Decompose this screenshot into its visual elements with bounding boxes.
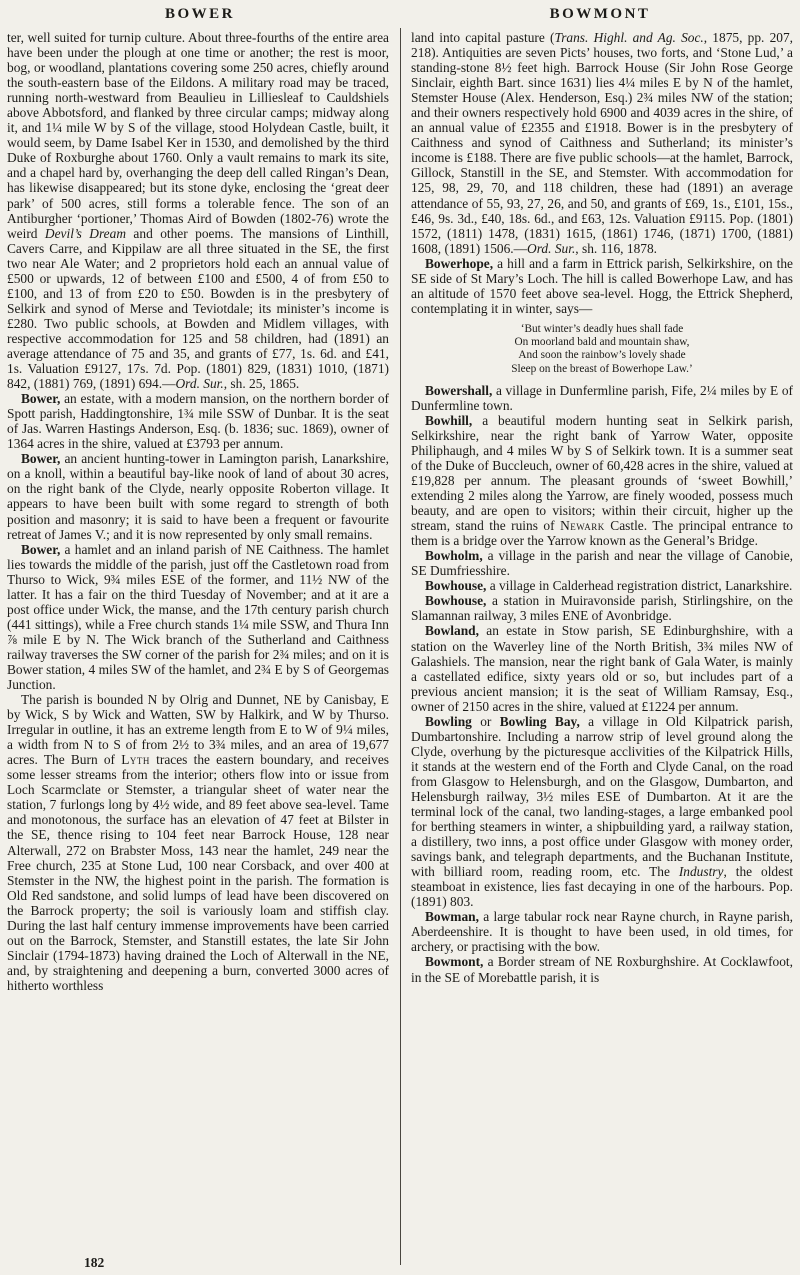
entry-paragraph bbox=[7, 451, 389, 541]
entry-name: Bowmont, bbox=[425, 954, 484, 970]
poem-line: And soon the rainbow’s lovely shade bbox=[518, 349, 686, 362]
text-run: The parish is bounded N by Olrig and Dunnet, NE by Canisbay, E by Wick, S by Wick and Watten, SW by Halkirk, and W by Thurso. Irregular in outline, it has an extreme length from E to W of 9¼ miles, a width from N to S of from 2½ to 3¾ miles, and an area of 19,677 acres. The Burn of bbox=[7, 692, 389, 768]
text-run: a village in Dunfermline parish, Fife, 2¼ miles by E of Dunfermline town. bbox=[411, 382, 793, 413]
text-run: and other poems. The mansions of Linthill, Cavers Carre, and Kippilaw are all three situated in the SE, the first two near Ale Water; and 2 proprietors hold each an annual value of £500 or upwards, 12 of between £100 and £500, 4 of from £50 to £100, and 13 of from £20 to £50. Bowden is in the presbytery of Selkirk and synod of Merse and Teviotdale; its minister’s income is £280. Two public schools, at Bowden and Midlem villages, with respective accommodation for 125 and 58 children, had (1891) an average attendance of 75 and 35, and grants of £77, 1s. 6d. and £41, 1s. Valuation £9127, 17s. 7d. Pop. (1801) 829, (1831) 1010, (1871) 842, (1881) 769, (1891) 694.— bbox=[7, 225, 389, 392]
text-run: a Border stream of NE Roxburghshire. At Cocklawfoot, in the SE of Morebattle parish, it is bbox=[411, 954, 793, 985]
entry-name: Bowman, bbox=[425, 909, 479, 925]
entry-name: Bowhouse, bbox=[425, 578, 487, 594]
text-run: Castle. The principal entrance to them is a bridge over the Yarrow known as the General’s Bridge. bbox=[411, 518, 793, 549]
text-run: a hill and a farm in Ettrick parish, Selkirkshire, on the SE side of St Mary’s Loch. The hill is called Bowerhope Law, and has an altitude of 1570 feet above sea-level. Hogg, the Ettrick Shepherd, contemplating it in winter, says— bbox=[411, 255, 793, 316]
entry-paragraph bbox=[411, 256, 793, 316]
right-column-text bbox=[411, 30, 793, 993]
entry-paragraph bbox=[411, 30, 793, 256]
text-run: an ancient hunting-tower in Lamington parish, Lanarkshire, on a knoll, within a beautiful bay-like nook of land of about 30 acres, on the right bank of the Clyde, nearly opposite Roberton village. It appears to have been built with some regard to strength of both position and masonry; it is said to have been a frequent or favourite retreat of James V.; and it is now represented by only small remains. bbox=[7, 451, 389, 542]
text-run: Ord. Sur. bbox=[175, 376, 224, 392]
text-run: traces the eastern boundary, and receives some lesser streams from the interior; others flow into or issue from Loch Scarmclate or Stemster, a triangular sheet of water near the station, 7 furlongs long by 4½ wide, and 89 feet above sea-level. Tame and monotonous, the surface has an elevation of 47 feet at Bilster in the SE, thence rising to 104 feet near Barrock House, 128 near Alterwall, 272 on Brabster Moss, 143 near the hamlet, 249 near the Free church, 235 at Stone Lud, 100 near Corsback, and over 400 at Stemster in the NW, the highest point in the parish. The formation is Old Red sandstone, and solid lumps of lead have been discovered on the Barrock property; the soil is variously loam and stiffish clay. During the last half century immense improvements have been carried out on the Barrock, Stemster, and Stanstill estates, the late Sir John Sinclair (1794-1873) having drained the Loch of Alterwall in the NE, and, by straightening and deepening a burn, converted 3000 acres of hitherto worthless bbox=[7, 752, 389, 993]
text-run: a village in Old Kilpatrick parish, Dumbartonshire. Including a narrow strip of level ground along the Clyde, overhung by the picturesque acclivities of the Kilpatrick Hills, it stands at the western end of the Forth and Clyde Canal, on the road from Glasgow to Helensburgh, and on the Glasgow, Dumbarton, and Helensburgh railway, 3½ miles ESE of Dumbarton. At it are the terminal lock of the canal, two landing-stages, a large embanked pool for berthing steamers in winter, a shipbuilding yard, a railway station, a distillery, two inns, a post office under Glasgow with money order, savings bank, and telegraph departments, and the Buchanan Institute, with billiard room, reading room, etc. The bbox=[411, 713, 793, 880]
entry-name: Bowholm, bbox=[425, 548, 483, 564]
text-run: Devil’s Dream bbox=[44, 225, 126, 241]
poem-line: Sleep on the breast of Bowerhope Law.’ bbox=[511, 362, 693, 375]
text-run: an estate, with a modern mansion, on the northern border of Spott parish, Haddingtonshire, 1¾ mile SSW of Dunbar. It is the seat of Jas. Warren Hastings Anderson, Esq. (b. 1836; suc. 1869), owner of 1364 acres in the shire, valued at £3793 per annum. bbox=[7, 391, 389, 452]
text-run: a station in Muiravonside parish, Stirlingshire, on the Slamannan railway, 3 miles ENE of Avonbridge. bbox=[411, 593, 793, 624]
entry-name: Bowhill, bbox=[425, 412, 473, 428]
text-run: , sh. 25, 1865. bbox=[223, 376, 300, 392]
entry-paragraph bbox=[411, 578, 793, 593]
entry-paragraph bbox=[411, 548, 793, 578]
running-head-right: BOWMONT bbox=[549, 6, 651, 22]
column-divider-rule bbox=[400, 28, 401, 1265]
text-run: , the oldest steamboat in existence, lies fast decaying in one of the harbours. Pop. (1891) 803. bbox=[411, 864, 793, 910]
text-run: or bbox=[471, 713, 500, 729]
entry-paragraph bbox=[411, 623, 793, 713]
text-run: a village in the parish and near the village of Canobie, SE Dumfriesshire. bbox=[411, 548, 793, 579]
text-run: Lyth bbox=[121, 752, 150, 768]
poem-line: ‘But winter’s deadly hues shall fade bbox=[520, 322, 684, 335]
poem-block bbox=[411, 323, 793, 376]
entry-name: Bowland, bbox=[425, 623, 479, 639]
entry-paragraph bbox=[411, 954, 793, 984]
entry-paragraph bbox=[411, 593, 793, 623]
text-run: , 1875, pp. 207, 218). Antiquities are seven Picts’ houses, two forts, and ‘Stone Lud,’ a standing-stone 8½ feet high. Barrock House (Sir John Rose George Sinclair, eighth Bart. since 1631) lies 4¼ miles E by N of the hamlet, Stemster House (Alex. Henderson, Esq.) 2¾ miles NW of the station; and their owners respectively hold 6900 and 4039 acres in the shire, of an annual value of £2355 and £1918. Bower is in the presbytery of Caithness and synod of Caithness and Sutherland; its minister’s income is £188. There are five public schools—at the hamlet, Barrock, Gillock, Stanstill in the SE, and Stemster. With accommodation for 125, 98, 29, 70, and 118 children, these had (1891) an average attendance of 55, 93, 27, 26, and 50, and grants of £69, 1s., £101, 15s., £46, 9s. 3d., £40, 18s. 6d., and £63, 12s. Valuation £9115. Pop. (1801) 1572, (1811) 1478, (1831) 1615, (1861) 1746, (1871) 1700, (1881) 1608, (1891) 1506.— bbox=[411, 30, 794, 256]
text-run: Ord. Sur. bbox=[527, 240, 576, 256]
page-header bbox=[0, 0, 800, 28]
entry-name: Bowershall, bbox=[425, 382, 493, 398]
entry-name: Bower, bbox=[21, 391, 61, 407]
text-run: ter, well suited for turnip culture. About three-fourths of the entire area have been under the plough at one time or another; the rest is moor, bog, or woodland, plantations covering some 250 acres, chiefly around the south-eastern base of the Eildons. A military road may be traced, running north-westward from Beaulieu in Lilliesleaf to Cauldshiels above Abbotsford, and flanked by three circular camps; midway along it, and 1¼ mile W by S of the village, stood Holydean Castle, built, it would seem, by Dame Isabel Ker in 1530, and demolished by the third Duke of Roxburghe about 1760. Only a vault remains to mark its site, and a chapel hard by, overhanging the deep dell called Ringan’s Dean, has likewise disappeared; but its stone dyke, enclosing the ‘great deer park’ of 500 acres, still forms a tolerable fence. The son of an Antiburgher ‘portioner,’ Thomas Aird of Bowden (1802-76) wrote the weird bbox=[7, 30, 389, 241]
entry-paragraph bbox=[411, 909, 793, 954]
entry-name: Bowling Bay, bbox=[499, 713, 580, 729]
text-run: Trans. Highl. and Ag. Soc. bbox=[554, 30, 704, 45]
entry-paragraph bbox=[7, 692, 389, 993]
text-run: , sh. 116, 1878. bbox=[575, 240, 658, 256]
text-run: an estate in Stow parish, SE Edinburghshire, with a station on the Waverley line of the North British, 3¾ miles NW of Galashiels. The mansion, near the right bank of Gala Water, is mainly a castellated edifice, sixty years old or so, but includes part of a previous ancient mansion; it is the seat of William Ramsay, Esq., owner of 2150 acres in the shire, valued at £1224 per annum. bbox=[411, 623, 793, 714]
text-run: a large tabular rock near Rayne church, in Rayne parish, Aberdeenshire. It is thought to have been used, in old times, for archery, or practising with the bow. bbox=[411, 909, 793, 955]
entry-paragraph bbox=[411, 413, 793, 548]
text-run: a beautiful modern hunting seat in Selkirk parish, Selkirkshire, near the right bank of Yarrow Water, opposite Philiphaugh, and 4 miles W by S of Selkirk town. It is a summer seat of the Duke of Buccleuch, owner of 60,428 acres in the shire, valued at £19,828 per annum. The pleasant grounds of ‘sweet Bowhill,’ extending 2 miles along the Yarrow, are finely wooded, possess much beauty, and are open to visitors; within their circuit, higher up the stream, stand the ruins of bbox=[411, 412, 793, 534]
text-run: a village in Calderhead registration district, Lanarkshire. bbox=[486, 578, 793, 594]
poem-line: On moorland bald and mountain shaw, bbox=[514, 336, 690, 349]
entry-paragraph bbox=[7, 391, 389, 451]
page-number: 182 bbox=[84, 1255, 105, 1270]
entry-name: Bowhouse, bbox=[425, 593, 487, 609]
entry-paragraph bbox=[7, 30, 389, 391]
entry-name: Bowerhope, bbox=[425, 255, 494, 271]
entry-name: Bower, bbox=[21, 541, 61, 557]
text-run: Industry bbox=[678, 864, 724, 880]
text-run: land into capital pasture ( bbox=[411, 30, 555, 45]
entry-name: Bower, bbox=[21, 451, 61, 467]
entry-paragraph bbox=[411, 383, 793, 413]
entry-paragraph bbox=[7, 542, 389, 692]
running-head-left: BOWER bbox=[164, 6, 235, 22]
entry-paragraph bbox=[411, 714, 793, 910]
text-run: Newark bbox=[560, 518, 605, 534]
text-run: a hamlet and an inland parish of NE Caithness. The hamlet lies towards the middle of the parish, just off the Castletown road from Thurso to Wick, 9¾ miles ESE of the former, and 11½ NW of the latter. It has a fair on the third Tuesday of November; and at it are a post office under Wick, the manse, and the 17th century parish church (441 sittings), while a Free church stands 1¼ mile SSW, and Thura Inn ⅞ mile E by N. The Wick branch of the Sutherland and Caithness railway traverses the SW corner of the parish for 2¾ miles; and on it is Bower station, 4 miles SW of the hamlet, and 2¾ E by S of Georgemas Junction. bbox=[7, 541, 389, 693]
left-column-text bbox=[7, 30, 389, 993]
entry-name: Bowling bbox=[425, 713, 472, 729]
